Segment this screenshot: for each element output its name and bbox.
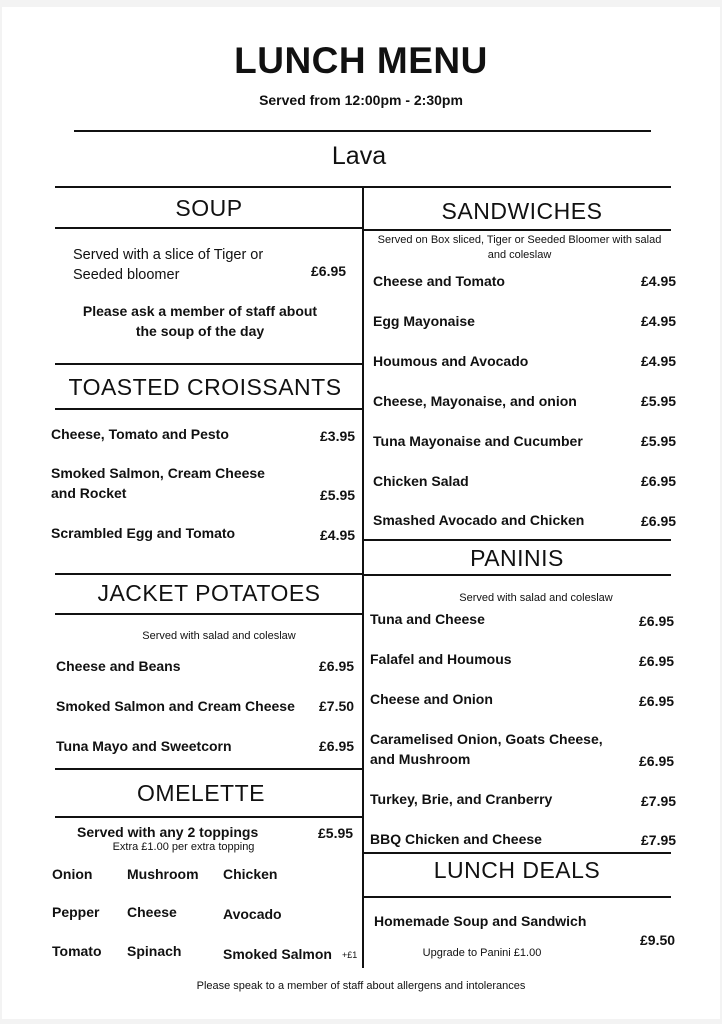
panini-item-name: Turkey, Brie, and Cranberry bbox=[370, 791, 553, 807]
topping-cheese: Cheese bbox=[127, 904, 177, 920]
header-divider bbox=[74, 130, 651, 132]
deal-item: Homemade Soup and Sandwich bbox=[374, 913, 587, 929]
panini-item-price: £6.95 bbox=[639, 753, 675, 769]
croissant-item-price: £5.95 bbox=[320, 487, 356, 503]
jacket-item-price: £7.50 bbox=[319, 698, 355, 714]
deals-top-divider bbox=[363, 852, 671, 854]
panini-item-price: £6.95 bbox=[639, 653, 675, 669]
sandwich-item-name: Cheese, Mayonaise, and onion bbox=[373, 393, 577, 409]
jacket-item-name: Smoked Salmon and Cream Cheese bbox=[56, 698, 295, 714]
topping-spinach: Spinach bbox=[127, 943, 182, 959]
jacket-note: Served with salad and coleslaw bbox=[142, 630, 296, 642]
soup-heading: SOUP bbox=[175, 195, 243, 221]
topping-smoked-salmon: Smoked Salmon bbox=[223, 946, 332, 962]
jacket-heading: JACKET POTATOES bbox=[97, 580, 321, 606]
sandwich-item-price: £6.95 bbox=[641, 513, 677, 529]
sandwich-item-price: £5.95 bbox=[641, 393, 677, 409]
croissants-heading: TOASTED CROISSANTS bbox=[68, 374, 342, 400]
topping-pepper: Pepper bbox=[52, 904, 100, 920]
menu-title: LUNCH MENU bbox=[234, 40, 488, 81]
soup-description-line1: Served with a slice of Tiger or bbox=[73, 247, 264, 263]
omelette-top-divider bbox=[55, 768, 363, 770]
sandwiches-note-line2: and coleslaw bbox=[487, 249, 552, 261]
panini-item-name: Caramelised Onion, Goats Cheese, bbox=[370, 731, 603, 747]
sandwiches-note-line1: Served on Box sliced, Tiger or Seeded Bloomer with salad bbox=[377, 234, 662, 246]
croissant-item-name: Cheese, Tomato and Pesto bbox=[51, 426, 229, 442]
column-divider bbox=[362, 186, 364, 968]
jacket-top-divider bbox=[55, 573, 363, 575]
sandwich-item-price: £6.95 bbox=[641, 473, 677, 489]
topping-onion: Onion bbox=[52, 866, 93, 882]
soup-price: £6.95 bbox=[311, 263, 347, 279]
soup-note-line1: Please ask a member of staff about bbox=[82, 303, 318, 319]
sandwich-item-name: Cheese and Tomato bbox=[373, 273, 505, 289]
cafe-name: Lava bbox=[331, 142, 387, 170]
panini-item-name: BBQ Chicken and Cheese bbox=[370, 831, 542, 847]
croissant-item-name: Smoked Salmon, Cream Cheese bbox=[51, 465, 265, 481]
croissants-bottom-divider bbox=[55, 408, 363, 410]
paninis-heading: PANINIS bbox=[470, 545, 564, 571]
sandwich-item-name: Smashed Avocado and Chicken bbox=[373, 512, 585, 528]
deal-price: £9.50 bbox=[640, 932, 676, 948]
sandwich-item-name: Tuna Mayonaise and Cucumber bbox=[373, 433, 583, 449]
paninis-bottom-divider bbox=[363, 574, 671, 576]
croissant-item-price: £4.95 bbox=[320, 527, 356, 543]
jacket-item-price: £6.95 bbox=[319, 658, 355, 674]
soup-description-line2: Seeded bloomer bbox=[73, 267, 180, 283]
topping-chicken: Chicken bbox=[223, 866, 278, 882]
omelette-heading: OMELETTE bbox=[137, 780, 265, 806]
omelette-bottom-divider bbox=[55, 816, 363, 818]
panini-item-price: £7.95 bbox=[641, 793, 677, 809]
panini-item-price: £7.95 bbox=[641, 832, 677, 848]
topping-avocado: Avocado bbox=[223, 906, 282, 922]
omelette-price: £5.95 bbox=[318, 825, 354, 841]
panini-item-name-line2: and Mushroom bbox=[370, 751, 471, 767]
panini-item-name: Falafel and Houmous bbox=[370, 651, 512, 667]
served-time: Served from 12:00pm - 2:30pm bbox=[259, 92, 463, 108]
jacket-item-name: Tuna Mayo and Sweetcorn bbox=[56, 738, 232, 754]
sandwich-item-price: £4.95 bbox=[641, 313, 677, 329]
panini-item-name: Cheese and Onion bbox=[370, 691, 493, 707]
topping-mushroom: Mushroom bbox=[127, 866, 199, 882]
panini-item-price: £6.95 bbox=[639, 693, 675, 709]
paninis-top-divider bbox=[363, 539, 671, 541]
paninis-note: Served with salad and coleslaw bbox=[459, 592, 613, 604]
omelette-extra: Extra £1.00 per extra topping bbox=[112, 841, 255, 853]
sandwich-item-price: £4.95 bbox=[641, 353, 677, 369]
sandwich-item-name: Egg Mayonaise bbox=[373, 313, 475, 329]
jacket-bottom-divider bbox=[55, 613, 363, 615]
jacket-item-price: £6.95 bbox=[319, 738, 355, 754]
smoked-salmon-extra: +£1 bbox=[342, 950, 358, 960]
croissant-item-price: £3.95 bbox=[320, 428, 356, 444]
sandwich-item-price: £5.95 bbox=[641, 433, 677, 449]
sandwich-item-name: Chicken Salad bbox=[373, 473, 469, 489]
soup-note-line2: the soup of the day bbox=[135, 323, 265, 339]
soup-divider bbox=[55, 227, 363, 229]
croissant-item-name: Scrambled Egg and Tomato bbox=[51, 525, 236, 541]
jacket-item-name: Cheese and Beans bbox=[56, 658, 181, 674]
panini-item-price: £6.95 bbox=[639, 613, 675, 629]
deals-heading: LUNCH DEALS bbox=[433, 857, 601, 883]
deal-upgrade: Upgrade to Panini £1.00 bbox=[422, 947, 542, 959]
sandwiches-heading: SANDWICHES bbox=[441, 198, 603, 224]
sandwich-item-name: Houmous and Avocado bbox=[373, 353, 529, 369]
omelette-served: Served with any 2 toppings bbox=[77, 824, 259, 840]
deals-bottom-divider bbox=[363, 896, 671, 898]
croissant-item-name-line2: and Rocket bbox=[51, 485, 127, 501]
topping-tomato: Tomato bbox=[52, 943, 102, 959]
panini-item-name: Tuna and Cheese bbox=[370, 611, 485, 627]
sandwiches-divider bbox=[363, 229, 671, 231]
croissants-top-divider bbox=[55, 363, 363, 365]
allergen-footer: Please speak to a member of staff about allergens and intolerances bbox=[196, 980, 526, 992]
sandwich-item-price: £4.95 bbox=[641, 273, 677, 289]
